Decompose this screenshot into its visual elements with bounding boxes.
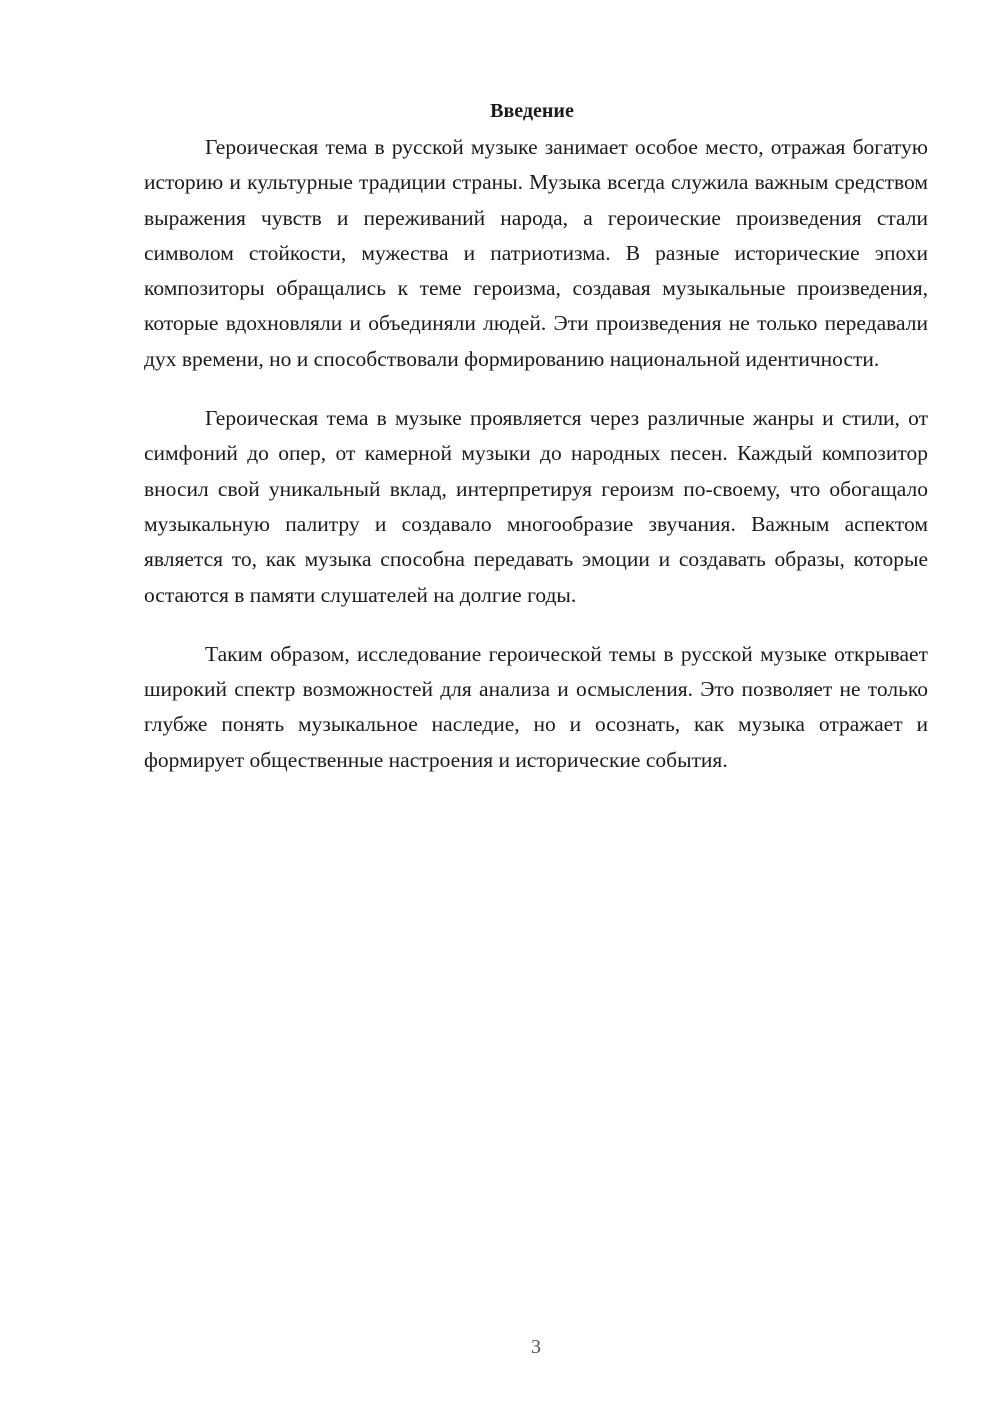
section-heading: Введение: [490, 100, 574, 122]
page-content: [144, 96, 928, 802]
page-number: 3: [531, 1336, 541, 1358]
paragraph-2: Героическая тема в музыке проявляется через различные жанры и стили, от симфоний до опер, от камерной музыки до народных песен. Каждый композитор вносил свой уникальный вклад, интерпретируя героизм по-своему, что обогащало музыкальную палитру и создавало многообразие звучания. Важным аспектом является то, как музыка способна передавать эмоции и создавать образы, которые остаются в памяти слушателей на долгие годы.: [144, 406, 928, 607]
paragraph-3: Таким образом, исследование героической темы в русской музыке открывает широкий спектр возможностей для анализа и осмысления. Это позволяет не только глубже понять музыкальное наследие, но и осознать, как музыка отражает и формирует общественные настроения и исторические события.: [144, 641, 928, 772]
paragraph-1: Героическая тема в русской музыке занимает особое место, отражая богатую историю и культурные традиции страны. Музыка всегда служила важным средством выражения чувств и переживаний народа, а героические произведения стали символом стойкости, мужества и патриотизма. В разные исторические эпохи композиторы обращались к теме героизма, создавая музыкальные произведения, которые вдохновляли и объединяли людей. Эти произведения не только передавали дух времени, но и способствовали формированию национальной идентичности.: [144, 135, 928, 371]
